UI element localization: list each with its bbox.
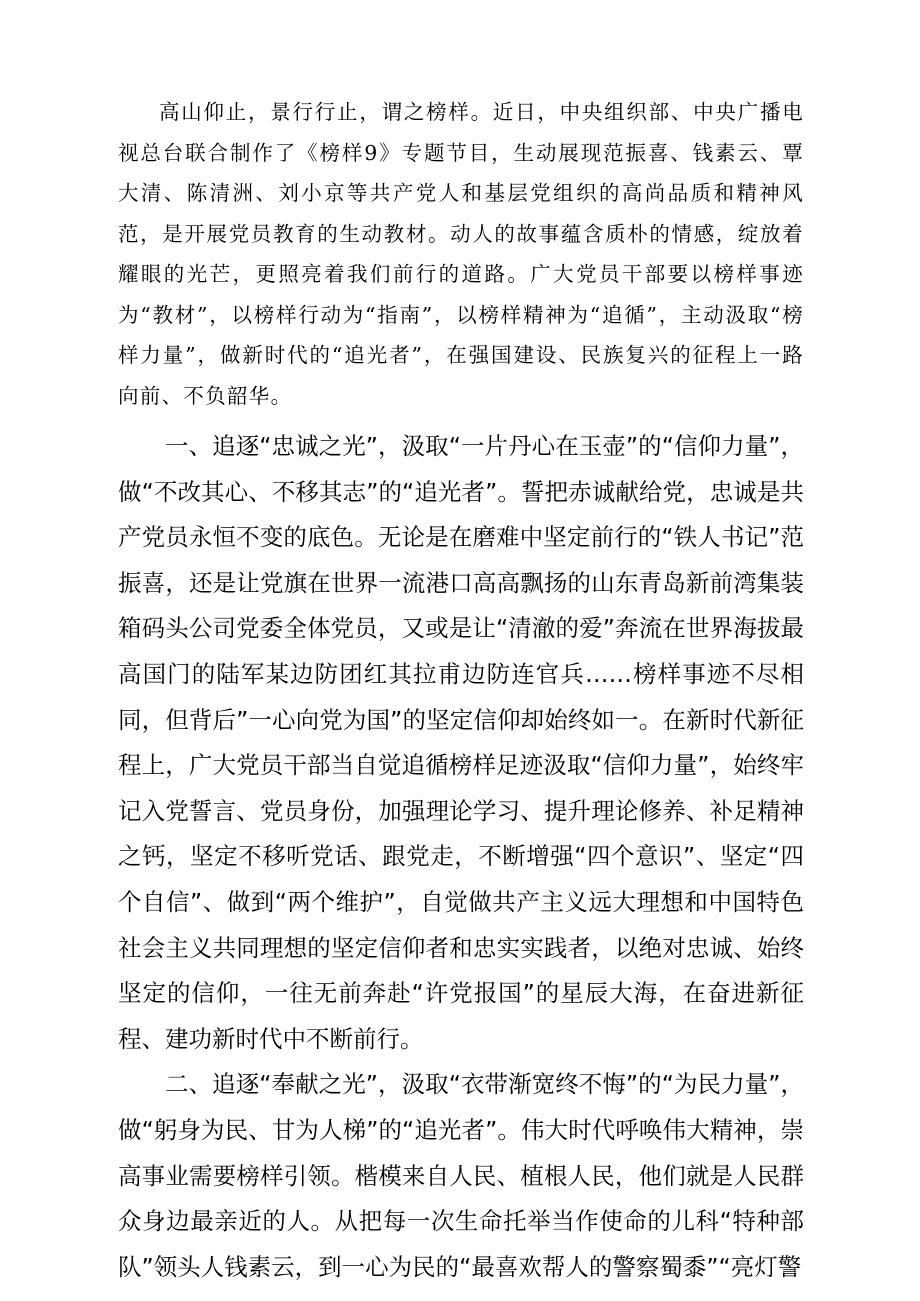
section-two-paragraph: 二、追逐“奉献之光”，汲取“衣带渐宽终不悔”的“为民力量”，做“躬身为民、甘为人梯”的“追光者”。伟大时代呼唤伟大精神，崇高事业需要榜样引领。楷模来自人民、植根人民，他们就是人民群众身边最亲近的人。从把每一次生命托举当作使命的儿科“特种部队”领头人钱素云，到一心为民的“最喜欢帮人的警察蜀黍”“亮灯警 xyxy=(118,1070,804,1281)
document-body xyxy=(118,92,804,1290)
section-one-paragraph: 一、追逐“忠诚之光”，汲取“一片丹心在玉壶”的“信仰力量”，做“不改其心、不移其志”的“追光者”。誓把赤诚献给党，忠诚是共产党员永恒不变的底色。无论是在磨难中坚定前行的“铁人书记”范振喜，还是让党旗在世界一流港口高高飘扬的山东青岛新前湾集装箱码头公司党委全体党员，又或是让“清澈的爱”奔流在世界海拔最高国门的陆军某边防团红其拉甫边防连官兵……榜样事迹不尽相同，但背后”一心向党为国”的坚定信仰却始终如一。在新时代新征程上，广大党员干部当自觉追循榜样足迹汲取“信仰力量”，始终牢记入党誓言、党员身份，加强理论学习、提升理论修养、补足精神之钙，坚定不移听党话、跟党走，不断增强“四个意识”、坚定“四个自信”、做到“两个维护”，自觉做共产主义远大理想和中国特色社会主义共同理想的坚定信仰者和忠实实践者，以绝对忠诚、始终坚定的信仰，一往无前奔赴“许党报国”的星辰大海，在奋进新征程、建功新时代中不断前行。 xyxy=(118,432,804,1053)
intro-paragraph: 高山仰止，景行行止，谓之榜样。近日，中央组织部、中央广播电视总台联合制作了《榜样9》专题节目，生动展现范振喜、钱素云、覃大清、陈清洲、刘小京等共产党人和基层党组织的高尚品质和精神风范，是开展党员教育的生动教材。动人的故事蕴含质朴的情感，绽放着耀眼的光芒，更照亮着我们前行的道路。广大党员干部要以榜样事迹为“教材”，以榜样行动为“指南”，以榜样精神为“追循”，主动汲取“榜样力量”，做新时代的“追光者”，在强国建设、民族复兴的征程上一路向前、不负韶华。 xyxy=(118,100,804,408)
